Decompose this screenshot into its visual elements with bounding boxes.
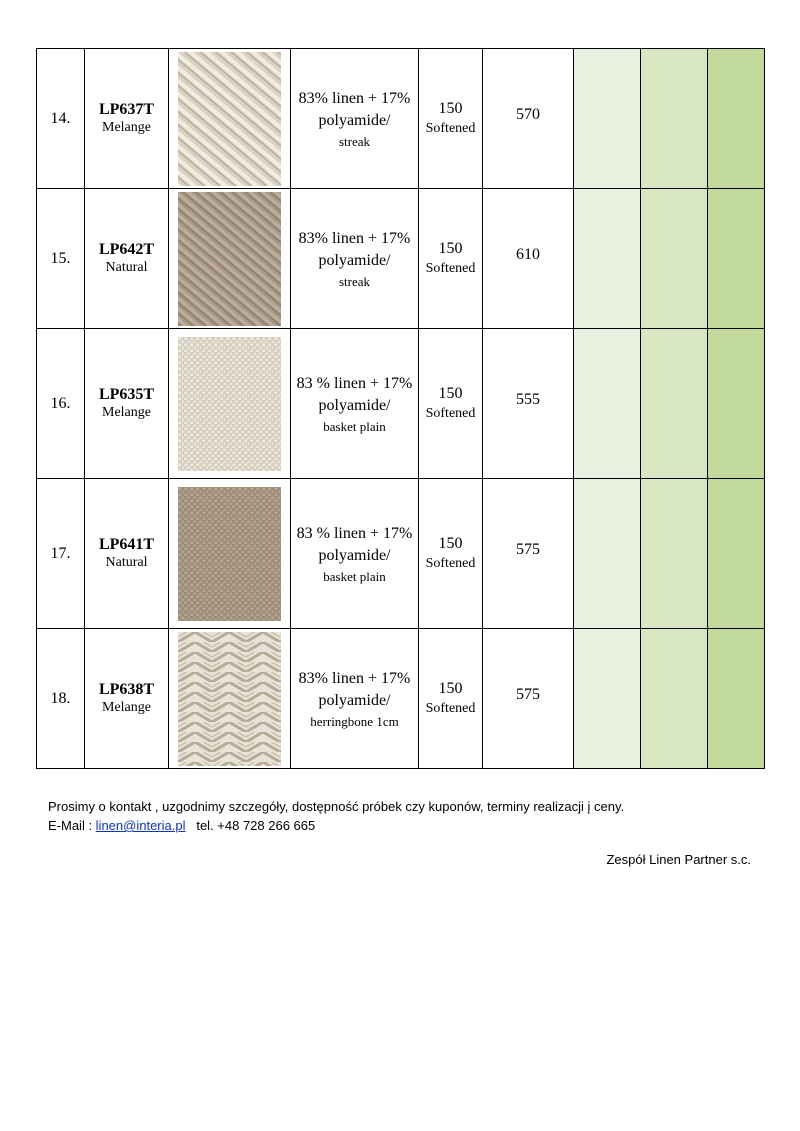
table-row bbox=[37, 49, 765, 189]
composition-cell bbox=[291, 629, 419, 769]
finish: Softened bbox=[425, 261, 476, 276]
composition-cell bbox=[291, 329, 419, 479]
price-cell-3 bbox=[708, 479, 765, 629]
contact-line bbox=[48, 816, 624, 835]
item-number-cell bbox=[37, 49, 85, 189]
weight-cell bbox=[483, 49, 574, 189]
weave-type: basket plain bbox=[323, 418, 386, 434]
composition: 83 % linen + 17% polyamide/ bbox=[296, 374, 413, 414]
fabric-width: 150 bbox=[438, 240, 463, 257]
item-number: 15. bbox=[50, 249, 71, 267]
weave-type: streak bbox=[338, 133, 371, 149]
price-cell-2 bbox=[641, 629, 708, 769]
price-cell-1 bbox=[574, 329, 641, 479]
product-code: LP641T bbox=[98, 536, 155, 553]
composition: 83% linen + 17% polyamide/ bbox=[298, 669, 411, 709]
fabric-width: 150 bbox=[438, 100, 463, 117]
weave-type: herringbone 1cm bbox=[310, 713, 399, 729]
price-cell-3 bbox=[708, 329, 765, 479]
composition: 83% linen + 17% polyamide/ bbox=[298, 89, 411, 129]
product-code: LP638T bbox=[98, 681, 155, 698]
table-row bbox=[37, 479, 765, 629]
contact-note bbox=[48, 797, 624, 835]
weave-type: streak bbox=[338, 273, 371, 289]
finish: Softened bbox=[425, 556, 476, 571]
product-code-cell bbox=[85, 629, 169, 769]
swatch-cell bbox=[169, 329, 291, 479]
product-color: Melange bbox=[102, 405, 151, 420]
finish: Softened bbox=[425, 406, 476, 421]
phone-number: tel. +48 728 266 665 bbox=[196, 818, 316, 833]
price-cell-1 bbox=[574, 479, 641, 629]
fabric-swatch-image bbox=[178, 632, 281, 766]
finish: Softened bbox=[425, 701, 476, 716]
composition-cell bbox=[291, 49, 419, 189]
product-code: LP635T bbox=[98, 386, 155, 403]
price-cell-1 bbox=[574, 629, 641, 769]
price-cell-3 bbox=[708, 189, 765, 329]
product-color: Melange bbox=[102, 700, 151, 715]
item-number: 14. bbox=[50, 109, 71, 127]
fabric-swatch-image bbox=[178, 487, 281, 621]
fabric-weight: 610 bbox=[516, 245, 540, 263]
price-cell-2 bbox=[641, 49, 708, 189]
price-cell-3 bbox=[708, 629, 765, 769]
fabric-swatch-image bbox=[178, 52, 281, 186]
weight-cell bbox=[483, 479, 574, 629]
swatch-cell bbox=[169, 189, 291, 329]
weight-cell bbox=[483, 329, 574, 479]
finish: Softened bbox=[425, 121, 476, 136]
product-code: LP637T bbox=[98, 101, 155, 118]
fabric-weight: 575 bbox=[516, 685, 540, 703]
product-code-cell bbox=[85, 49, 169, 189]
item-number-cell bbox=[37, 629, 85, 769]
composition: 83 % linen + 17% polyamide/ bbox=[296, 524, 413, 564]
weight-cell bbox=[483, 629, 574, 769]
swatch-cell bbox=[169, 479, 291, 629]
price-cell-2 bbox=[641, 189, 708, 329]
fabric-swatch-image bbox=[178, 192, 281, 326]
weave-type: basket plain bbox=[323, 568, 386, 584]
contact-message: Prosimy o kontakt , uzgodnimy szczegóły, dostępność próbek czy kuponów, terminy realizacji į ceny. bbox=[48, 799, 625, 814]
item-number-cell bbox=[37, 479, 85, 629]
weight-cell bbox=[483, 189, 574, 329]
composition: 83% linen + 17% polyamide/ bbox=[298, 229, 411, 269]
price-cell-2 bbox=[641, 329, 708, 479]
width-cell bbox=[419, 329, 483, 479]
table-row bbox=[37, 629, 765, 769]
item-number-cell bbox=[37, 189, 85, 329]
price-cell-1 bbox=[574, 49, 641, 189]
width-cell bbox=[419, 189, 483, 329]
product-color: Natural bbox=[105, 555, 148, 570]
item-number: 18. bbox=[50, 689, 71, 707]
fabric-width: 150 bbox=[438, 680, 463, 697]
item-number: 17. bbox=[50, 544, 71, 562]
fabric-width: 150 bbox=[438, 385, 463, 402]
product-color: Natural bbox=[105, 260, 148, 275]
fabric-weight: 570 bbox=[516, 105, 540, 123]
price-cell-2 bbox=[641, 479, 708, 629]
price-cell-1 bbox=[574, 189, 641, 329]
fabric-weight: 575 bbox=[516, 540, 540, 558]
width-cell bbox=[419, 479, 483, 629]
table-row bbox=[37, 329, 765, 479]
product-color: Melange bbox=[102, 120, 151, 135]
fabric-table bbox=[36, 48, 765, 769]
fabric-width: 150 bbox=[438, 535, 463, 552]
composition-cell bbox=[291, 479, 419, 629]
product-code: LP642T bbox=[98, 241, 155, 258]
fabric-swatch-image bbox=[178, 337, 281, 471]
product-code-cell bbox=[85, 189, 169, 329]
item-number-cell bbox=[37, 329, 85, 479]
email-link[interactable]: linen@interia.pl bbox=[95, 818, 186, 833]
swatch-cell bbox=[169, 49, 291, 189]
width-cell bbox=[419, 629, 483, 769]
price-cell-3 bbox=[708, 49, 765, 189]
email-label: E-Mail : bbox=[48, 818, 96, 833]
signature: Zespół Linen Partner s.c. bbox=[606, 852, 751, 867]
fabric-weight: 555 bbox=[516, 390, 540, 408]
composition-cell bbox=[291, 189, 419, 329]
product-code-cell bbox=[85, 329, 169, 479]
swatch-cell bbox=[169, 629, 291, 769]
product-code-cell bbox=[85, 479, 169, 629]
item-number: 16. bbox=[50, 394, 71, 412]
width-cell bbox=[419, 49, 483, 189]
table-row bbox=[37, 189, 765, 329]
